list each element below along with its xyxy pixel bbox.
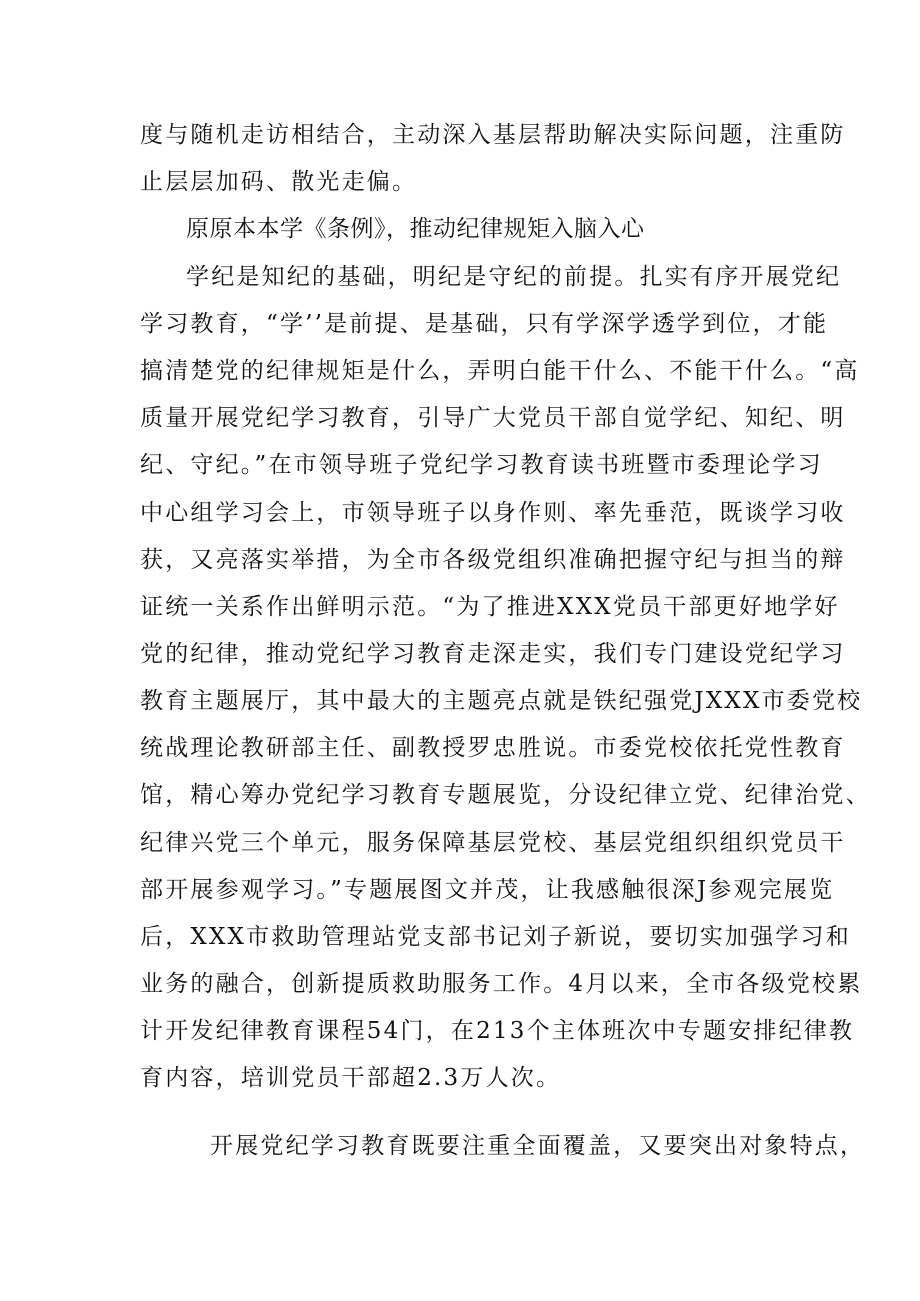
paragraph-line-5: 纪、守纪。”在市领导班子党纪学习教育读书班暨市委理论学习 — [140, 452, 823, 478]
paragraph-line-14: 部开展参观学习。”专题展图文并茂，让我感触很深J参观完展览 — [140, 877, 835, 903]
paragraph-line-6: 中心组学习会上，市领导班子以身作则、率先垂范，既谈学习收 — [140, 500, 846, 526]
paragraph-line-9: 党的纪律，推动党纪学习教育走深走实，我们专门建设党纪学习 — [140, 641, 846, 667]
paragraph-line-11: 统战理论教研部主任、副教授罗忠胜说。市委党校依托党性教育 — [140, 735, 846, 761]
paragraph-line-17: 计开发纪律教育课程54门，在213个主体班次中专题安排纪律教 — [140, 1018, 855, 1044]
paragraph-line-10: 教育主题展厅，其中最大的主题亮点就是铁纪强党JXXX市委党校 — [140, 688, 863, 714]
intro-line-1: 度与随机走访相结合，主动深入基层帮助解决实际问题，注重防 — [140, 122, 846, 148]
paragraph-line-4: 质量开展党纪学习教育，引导广大党员干部自觉学纪、知纪、明 — [140, 405, 846, 431]
paragraph-line-13: 纪律兴党三个单元，服务保障基层党校、基层党组织组织党员干 — [140, 830, 846, 856]
paragraph-line-2: 学习教育，“学’’是前提、是基础，只有学深学透学到位，才能 — [140, 311, 829, 337]
paragraph-line-8: 证统一关系作出鲜明示范。“为了推进XXX党员干部更好地学好 — [140, 594, 840, 620]
paragraph-line-7: 获，又亮落实举措，为全市各级党组织准确把握守纪与担当的辩 — [140, 547, 846, 573]
paragraph-line-16: 业务的融合，创新提质救助服务工作。4月以来，全市各级党校累 — [140, 971, 863, 997]
intro-line-2: 止层层加码、散光走偏。 — [140, 169, 418, 195]
next-paragraph-line-1: 开展党纪学习教育既要注重全面覆盖，又要突出对象特点， — [210, 1133, 866, 1159]
section-heading: 原原本本学《条例》，推动纪律规矩入脑入心 — [186, 216, 645, 242]
paragraph-line-1: 学纪是知纪的基础，明纪是守纪的前提。扎实有序开展党纪 — [186, 264, 842, 290]
paragraph-line-15: 后，XXX市救助管理站党支部书记刘子新说，要切实加强学习和 — [140, 924, 851, 950]
paragraph-line-3: 搞清楚党的纪律规矩是什么，弄明白能干什么、不能干什么。“高 — [140, 358, 860, 384]
paragraph-line-12: 馆，精心筹办党纪学习教育专题展览，分设纪律立党、纪律治党、 — [140, 782, 871, 808]
paragraph-line-18: 育内容，培训党员干部超2.3万人次。 — [140, 1065, 562, 1091]
